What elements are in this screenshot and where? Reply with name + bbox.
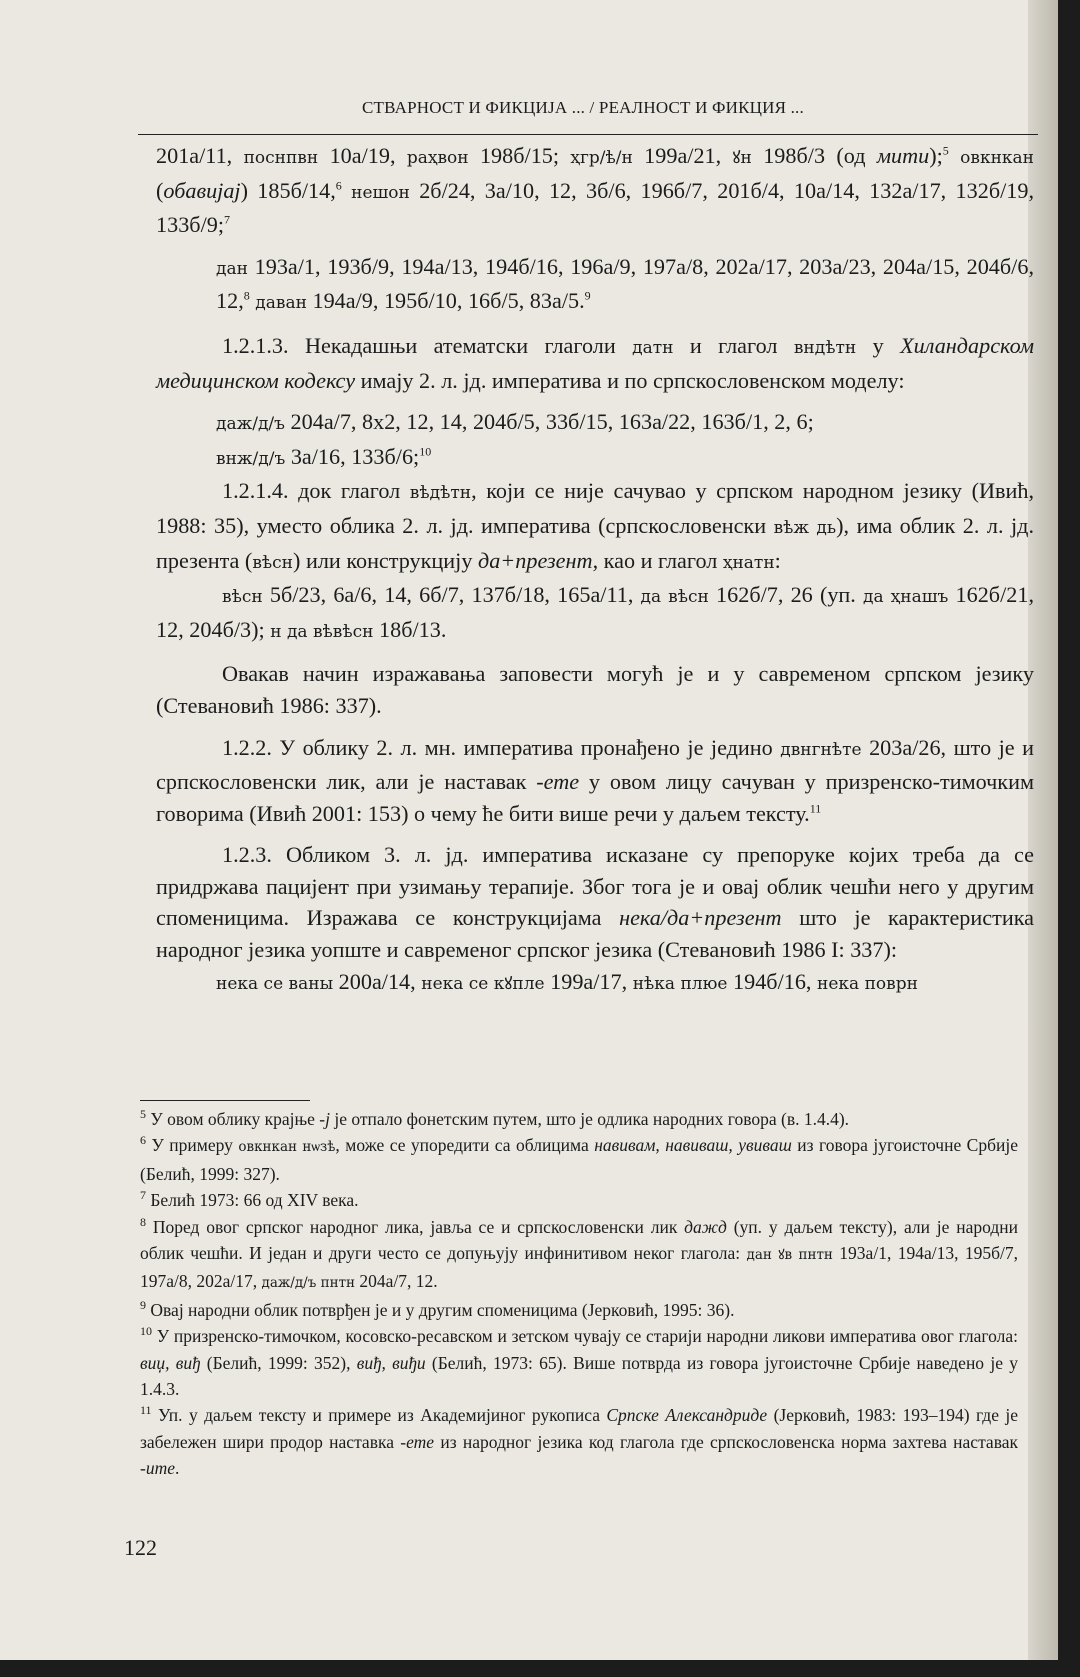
paragraph-3: 1.2.1.3. Некадашњи атематски глаголи датн и глагол вндѣтн у Хиландарском медицинском кодексу имају 2. л. јд. императива и по српскословенском моделу:: [156, 332, 1035, 393]
footnote-ref[interactable]: 11: [809, 801, 822, 816]
paragraph-5: вѣсн 5б/23, 6а/6, 14, 6б/7, 137б/18, 165а/11, да вѣсн 162б/7, 26 (уп. да ҳнашъ 162б/21, 12, 204б/3); н да вѣвѣсн 18б/13.: [156, 582, 1034, 642]
body-text: [156, 140, 1034, 1000]
footnote-ref[interactable]: 9: [584, 288, 591, 303]
footnote-ref[interactable]: 6: [335, 178, 342, 193]
footnote-11: $^{11}$ Уп. у даљем тексту и примере из Академијиног рукописа Српске Александриде (Јерковић, 1983: 193–194) где је забележен шири продор наставка -ете из народног језика код глагола где српскословенска норма захтева наставак -ите.: [140, 1403, 1018, 1479]
footnote-6: $^6$ У примеру овкнкан нѡзѣ, може се упоредити са облицима навивам, навиваш, увиваш из говора југоисточне Србије (Белић, 1999: 327).: [140, 1133, 1018, 1184]
footnote-9: $^9$ Овај народни облик потврђен је и у другим споменицима (Јерковић, 1995: 36).: [140, 1298, 735, 1320]
paragraph-1: 201а/11, поснпвн 10а/19, раҳвон 198б/15; ҳгр/ѣ/н 199а/21, ꙋн 198б/3 (од мити);$^5$ овкнкан (обавијај) 185б/14,$^6$ нешон 2б/24, 3а/10, 12, 3б/6, 196б/7, 201б/4, 10а/14, 132а/17, 132б/19, 133б/9;$^7$: [156, 143, 1035, 238]
example-line-2: внж/д/ъ 3а/16, 133б/6;$^{10}$: [216, 443, 432, 469]
church-slavonic-word: нѣка плюе: [632, 973, 728, 994]
paragraph-7: 1.2.2. У облику 2. л. мн. императива пронађено је једино двнгнѣте 203а/26, што је и српскословенски лик, али је наставак -ете у овом лицу сачуван у призренско-тимочким говорима (Ивић 2001: 153) о чему ће бити више речи у даљем тексту.$^{11}$: [156, 734, 1035, 826]
footnote-ref[interactable]: 10: [419, 444, 432, 459]
church-slavonic-word: двнгнѣте: [780, 739, 862, 760]
church-slavonic-word: да вѣсн: [640, 587, 709, 608]
header-rule: [138, 134, 1038, 135]
footnote-8: $^8$ Поред овог српског народног лика, јавља се и српскословенски лик дажд (уп. у даљем тексту), али је народни облик чешћи. И један и други често се допуњују инфинитивом неког глагола: дан ꙋв пнтн 193а/1, 194а/13, 195б/7, 197а/8, 202а/17, даж/д/ъ пнтн 204а/7, 12.: [140, 1214, 1018, 1292]
church-slavonic-word: даж/д/ъ: [216, 414, 285, 435]
footnotes: [140, 1106, 1018, 1482]
church-slavonic-word: да ҳнашъ: [863, 587, 949, 608]
church-slavonic-word: н да вѣвѣсн: [270, 621, 374, 642]
church-slavonic-word: поснпвн: [243, 148, 319, 168]
footnote-rule: [140, 1100, 310, 1101]
running-header: СТВАРНОСТ И ФИКЦИЈА ... / РЕАЛНОСТ И ФИКЦИЯ ...: [362, 98, 804, 117]
church-slavonic-word: вѣсн: [222, 587, 263, 608]
church-slavonic-word: нека се кꙋпле: [421, 973, 545, 994]
paragraph-4: 1.2.1.4. док глагол вѣдѣтн, који се није сачувао у српском народном језику (Ивић, 1988: 35), уместо облика 2. л. јд. императива (српскословенски вѣж дь), има облик 2. л. јд. презента (вѣсн) или конструкцију да+презент, као и глагол ҳнатн:: [156, 478, 1034, 573]
example-line-3: нека се ваны 200а/14, нека се кꙋпле 199а/17, нѣка плюе 194б/16, нека поврн: [216, 968, 918, 994]
paragraph-6: Овакав начин изражавања заповести могућ је и у савременом српском језику (Стевановић 1986: 337).: [156, 661, 1034, 718]
footnote-ref[interactable]: 8: [243, 288, 250, 303]
church-slavonic-word: даван: [255, 293, 307, 314]
church-slavonic-word: даж/д/ъ пнтн: [261, 1275, 356, 1292]
church-slavonic-word: датн: [632, 337, 674, 358]
church-slavonic-word: дан: [216, 258, 248, 279]
page-number: 122: [124, 1535, 157, 1560]
footnote-ref[interactable]: 7: [224, 212, 230, 227]
example-line-1: даж/д/ъ 204а/7, 8х2, 12, 14, 204б/5, 33б/15, 163а/22, 163б/1, 2, 6;: [216, 409, 814, 435]
church-slavonic-word: внж/д/ъ: [216, 448, 286, 469]
church-slavonic-word: раҳвон: [406, 148, 469, 168]
church-slavonic-word: вѣсн: [252, 552, 294, 573]
church-slavonic-word: дан ꙋв пнтн: [746, 1247, 833, 1264]
church-slavonic-word: вндѣтн: [793, 337, 857, 358]
paragraph-8: 1.2.3. Обликом 3. л. јд. императива исказане су препоруке којих треба да се придржава пацијент при узимању терапије. Због тога је и овај облик чешћи него у другим споменицима. Изражава се конструкцијама нека/да+презент што је карактеристика народног језика уопште и савременог српског језика (Стевановић 1986 I: 337):: [156, 842, 1034, 963]
church-slavonic-word: ҳгр/ѣ/н: [570, 148, 633, 168]
paragraph-2: дан 193а/1, 193б/9, 194а/13, 194б/16, 196а/9, 197а/8, 202а/17, 203а/23, 204а/15, 204б/6, 12,$^8$ даван 194а/9, 195б/10, 16б/5, 83а/5.$^9$: [216, 253, 1034, 314]
church-slavonic-word: овкнкан нѡзѣ: [238, 1139, 336, 1156]
church-slavonic-word: вѣдѣтн: [409, 483, 472, 504]
church-slavonic-word: нека поврн: [817, 973, 918, 994]
church-slavonic-word: ҳнатн: [722, 552, 775, 573]
church-slavonic-word: вѣж дь: [773, 517, 837, 538]
footnote-10: $^{10}$ У призренско-тимочком, косовско-ресавском и зетском чувају се старији народни ликови императива овог глагола: виџ, виђ (Белић, 1999: 352), виђ, виђи (Белић, 1973: 65). Више потврда из говора југоисточне Србије наведено је у 1.4.3.: [140, 1324, 1018, 1400]
church-slavonic-word: нешон: [351, 182, 410, 203]
footnote-7: $^7$ Белић 1973: 66 од XIV века.: [140, 1188, 359, 1211]
footnote-ref[interactable]: 5: [942, 143, 949, 158]
footnote-5: $^5$ У овом облику крајње -ј је отпало фонетским путем, што је одлика народних говора (в. 1.4.4).: [140, 1107, 850, 1129]
church-slavonic-word: нека се ваны: [216, 973, 334, 994]
church-slavonic-word: ꙋн: [732, 148, 752, 168]
church-slavonic-word: овкнкан: [960, 148, 1035, 168]
